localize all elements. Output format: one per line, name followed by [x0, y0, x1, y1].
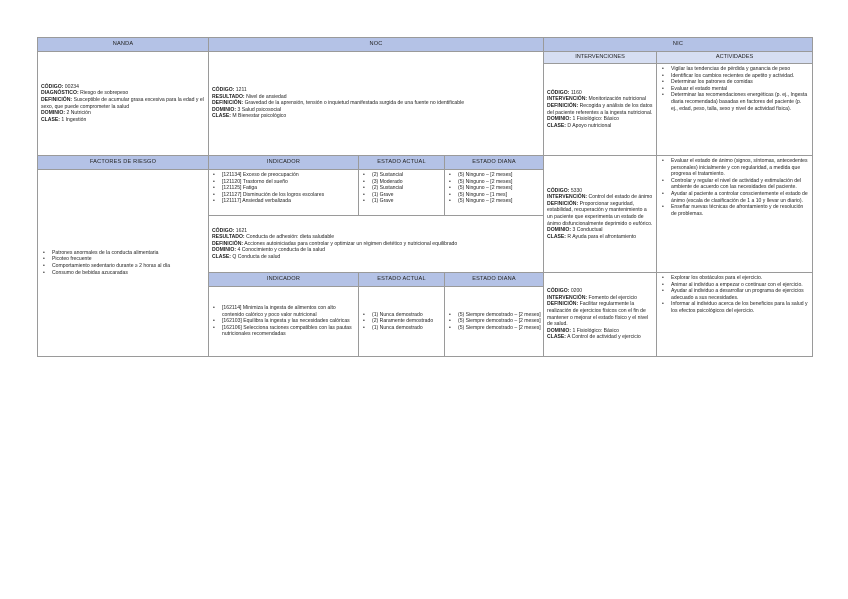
list-item: • Evaluar el estado mental	[660, 86, 809, 93]
table-row: • (1) Nunca demostrado	[361, 312, 442, 319]
noc2-clase: CLASE: Q Conducta de salud	[212, 253, 281, 260]
nic3-codigo: CÓDIGO: 0200	[547, 288, 583, 295]
list-item: • Comportamiento sedentario durante ≥ 2 horas al día	[41, 263, 205, 270]
nic2-activities-list	[660, 158, 809, 217]
noc2-result-cell	[209, 216, 544, 273]
estado-actual1-cell	[359, 170, 445, 216]
noc2-resultado: RESULTADO: Conducta de adhesión: dieta saludable	[212, 234, 335, 241]
noc-header: NOC	[209, 38, 544, 52]
table-row: • (1) Grave	[361, 198, 442, 205]
noc1-codigo: CÓDIGO: 1211	[212, 87, 247, 94]
table-row: • (2) Sustancial	[361, 185, 442, 192]
indicadores2-cell	[209, 287, 359, 357]
noc1-resultado: RESULTADO: Nivel de ansiedad	[212, 93, 287, 100]
table-row: • (5) Ninguno – [2 meses]	[447, 172, 541, 179]
table-row: • (5) Siempre demostrado – [2 meses]	[447, 312, 541, 319]
table-row: • [121134] Exceso de preocupación	[211, 172, 356, 179]
noc1-clase: CLASE: M Bienestar psicológico	[212, 113, 287, 120]
table-row: • [162114] Minimiza la ingesta de alimentos con alto contenido calórico y poco valor nutricional	[211, 305, 356, 318]
indicador-header-2: INDICADOR	[209, 273, 359, 287]
list-item: • Determinar los patrones de comidas	[660, 79, 809, 86]
nic3-intervencion: INTERVENCIÓN: Fomento del ejercicio	[547, 294, 637, 301]
noc2-definicion: DEFINICIÓN: Acciones autoiniciadas para controlar y optimizar un régimen dietético y nutricional equilibrado	[212, 240, 458, 247]
table-row: • (5) Ninguno – [2 meses]	[447, 185, 541, 192]
nic1-dominio: DOMINIO: 1 Fisiológico: Básico	[547, 116, 619, 123]
nic3-activities-cell	[657, 273, 813, 357]
indicadores1-cell	[209, 170, 359, 216]
list-item: • Informar al individuo acerca de los beneficios para la salud y los efectos psicológicos del ejercicio.	[660, 301, 809, 314]
nic3-definicion: DEFINICIÓN: Facilitar regularmente la realización de ejercicios físicos con el fin de mantener o mejorar el estado físico y el nivel de salud.	[547, 301, 649, 328]
table-row: • (5) Ninguno – [2 meses]	[447, 179, 541, 186]
list-item: • Patrones anormales de la conducta alimentaria	[41, 250, 205, 257]
nanda-clase: CLASE: 1 Ingestión	[41, 116, 87, 123]
noc2-codigo: CÓDIGO: 1621	[212, 227, 248, 234]
table-row: • (5) Ninguno – [2 meses]	[447, 198, 541, 205]
nic1-activities-list	[660, 66, 809, 112]
list-item: • Ayudar al paciente a controlar conscientemente el estado de ánimo (escala de clasificación de 1 a 10 y llevar un diario).	[660, 191, 809, 204]
estado-actual-header-2: ESTADO ACTUAL	[359, 273, 445, 287]
table-row: • [121127] Disminución de los logros escolares	[211, 192, 356, 199]
nic1-intervencion: INTERVENCIÓN: Monitorización nutricional	[547, 96, 647, 103]
table-row: • (3) Moderado	[361, 179, 442, 186]
list-item: • Enseñar nuevas técnicas de afrontamiento y de resolución de problemas.	[660, 204, 809, 217]
noc2-dominio: DOMINIO: 4 Conocimiento y conducta de la salud	[212, 247, 325, 254]
nic3-activities-list	[660, 275, 809, 315]
table-row: • (1) Grave	[361, 192, 442, 199]
table-row: • [162103] Equilibra la ingesta y las necesidades calóricas	[211, 318, 356, 325]
nanda-header: NANDA	[38, 38, 209, 52]
nic2-definicion: DEFINICIÓN: Proporcionar seguridad, estabilidad, recuperación y mantenimiento a un paciente que experimenta un estado de ánimo disfuncionalmente deprimido o eufórico.	[547, 200, 653, 227]
table-row: • (5) Siempre demostrado – [2 meses]	[447, 318, 541, 325]
nic2-clase: CLASE: R Ayuda para el afrontamiento	[547, 233, 637, 240]
noc1-definicion: DEFINICIÓN: Gravedad de la aprensión, tensión o inquietud manifestada surgida de una fuente no identificable	[212, 100, 465, 107]
nic2-activities-cell	[657, 156, 813, 273]
nanda-diagnostico: DIAGNÓSTICO: Riesgo de sobrepeso	[41, 90, 129, 97]
nic2-codigo: CÓDIGO: 5330	[547, 187, 583, 194]
table-row: • [162106] Selecciona raciones compatibles con las pautas nutricionales recomendadas	[211, 325, 356, 338]
list-item: • Identificar los cambios recientes de apetito y actividad.	[660, 73, 809, 80]
estado-diana-header-2: ESTADO DIANA	[445, 273, 544, 287]
nic1-definicion: DEFINICIÓN: Recogida y análisis de los datos del paciente referentes a la ingesta nutricional.	[547, 102, 653, 116]
table-row: • [121120] Trastorno del sueño	[211, 179, 356, 186]
table-row: • (1) Nunca demostrado	[361, 325, 442, 332]
nic3-intervention-cell	[544, 273, 657, 357]
factores-header: FACTORES DE RIESGO	[38, 156, 209, 170]
nic2-intervention-cell	[544, 156, 657, 273]
estado-diana-header-1: ESTADO DIANA	[445, 156, 544, 170]
noc1-dominio: DOMINIO: 3 Salud psicosocial	[212, 106, 282, 113]
care-plan-table	[37, 37, 813, 357]
actividades-header: ACTIVIDADES	[657, 52, 813, 64]
list-item: • Consumo de bebidas azucaradas	[41, 270, 205, 277]
noc1-result-cell	[209, 52, 544, 156]
nic2-dominio: DOMINIO: 3 Conductual	[547, 227, 603, 234]
estado-diana2-cell	[445, 287, 544, 357]
nic1-intervention-cell	[544, 64, 657, 156]
table-row: • (5) Siempre demostrado – [2 meses]	[447, 325, 541, 332]
list-item: • Vigilar las tendencias de pérdida y ganancia de peso	[660, 66, 809, 73]
table-row: • (2) Sustancial	[361, 172, 442, 179]
nic1-activities-cell	[657, 64, 813, 156]
estado-actual-header-1: ESTADO ACTUAL	[359, 156, 445, 170]
table-row: • [121117] Ansiedad verbalizada	[211, 198, 356, 205]
nanda-codigo: CÓDIGO: 00234	[41, 83, 79, 90]
list-item: • Ayudar al individuo a desarrollar un programa de ejercicios adecuado a sus necesidades.	[660, 288, 809, 301]
nic-header: NIC	[544, 38, 813, 52]
list-item: • Picoteo frecuente	[41, 256, 205, 263]
list-item: • Evaluar el estado de ánimo (signos, síntomas, antecedentes personales) inicialmente y con regularidad, a medida que progresa el tratamiento.	[660, 158, 809, 178]
nic1-clase: CLASE: D Apoyo nutricional	[547, 122, 612, 129]
table-row: • (5) Ninguno – [1 mes]	[447, 192, 541, 199]
nic3-clase: CLASE: A Control de actividad y ejercicio	[547, 334, 641, 341]
nic3-dominio: DOMINIO: 1 Fisiológico: Básico	[547, 327, 619, 334]
indicador-header-1: INDICADOR	[209, 156, 359, 170]
list-item: • Explorar los obstáculos para el ejercicio.	[660, 275, 809, 282]
nanda-diagnosis-cell	[38, 52, 209, 156]
list-item: • Animar al individuo a empezar o continuar con el ejercicio.	[660, 282, 809, 289]
table-row: • [121125] Fatiga	[211, 185, 356, 192]
table-row: • (2) Raramente demostrado	[361, 318, 442, 325]
factores-list	[41, 250, 205, 276]
nanda-definicion: DEFINICIÓN: Susceptible de acumular grasa excesiva para la edad y el sexo, que puede comprometer la salud	[41, 96, 204, 110]
nic1-codigo: CÓDIGO: 1160	[547, 89, 582, 96]
nic2-intervencion: INTERVENCIÓN: Control del estado de ánimo	[547, 194, 653, 201]
list-item: • Controlar y regular el nivel de actividad y estimulación del ambiente de acuerdo con las necesidades del paciente.	[660, 178, 809, 191]
estado-actual2-cell	[359, 287, 445, 357]
factores-cell	[38, 170, 209, 357]
estado-diana1-cell	[445, 170, 544, 216]
list-item: • Determinar las recomendaciones energéticas (p. ej., Ingesta diaria recomendada) basadas en factores del paciente (p. ej., edad, peso, talla, sexo y nivel de actividad física).	[660, 92, 809, 112]
intervenciones-header: INTERVENCIONES	[544, 52, 657, 64]
nanda-dominio: DOMINIO: 2 Nutrición	[41, 110, 91, 117]
